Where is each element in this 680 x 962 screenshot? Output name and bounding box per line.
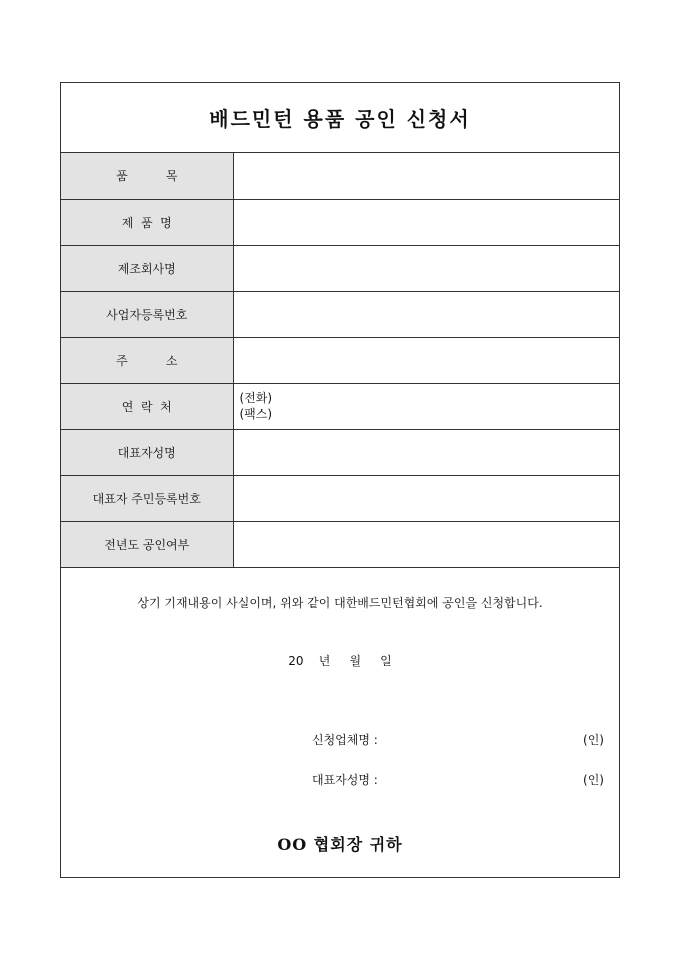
field-row-previous-approval bbox=[61, 521, 619, 567]
field-row-business-number bbox=[61, 291, 619, 337]
field-row-representative-id bbox=[61, 475, 619, 521]
field-value-address[interactable] bbox=[233, 337, 619, 383]
form-title-row bbox=[61, 83, 619, 153]
addressee-line: OO 협회장 귀하 bbox=[277, 835, 403, 854]
contact-phone-label: (전화) bbox=[239, 391, 273, 405]
field-label-contact: 연 락 처 bbox=[61, 383, 233, 429]
field-label-product-name: 제 품 명 bbox=[61, 199, 233, 245]
field-value-representative-name[interactable] bbox=[233, 429, 619, 475]
field-value-contact[interactable] bbox=[233, 383, 619, 429]
field-label-representative-name: 대표자성명 bbox=[61, 429, 233, 475]
seal-mark-representative: (인) bbox=[583, 773, 604, 787]
field-row-representative-name bbox=[61, 429, 619, 475]
field-value-item[interactable] bbox=[233, 153, 619, 199]
date-line: 20 년 월 일 bbox=[288, 654, 392, 668]
field-value-business-number[interactable] bbox=[233, 291, 619, 337]
field-label-manufacturer: 제조회사명 bbox=[61, 245, 233, 291]
field-value-product-name[interactable] bbox=[233, 199, 619, 245]
application-form bbox=[60, 82, 620, 878]
field-label-item: 품 목 bbox=[61, 153, 233, 199]
contact-fax-label: (팩스) bbox=[239, 407, 273, 421]
field-value-representative-id[interactable] bbox=[233, 475, 619, 521]
field-row-product-name bbox=[61, 199, 619, 245]
form-fields-table bbox=[61, 153, 619, 568]
field-value-previous-approval[interactable] bbox=[233, 521, 619, 567]
field-label-business-number: 사업자등록번호 bbox=[61, 291, 233, 337]
form-title: 배드민턴 용품 공인 신청서 bbox=[209, 107, 471, 131]
field-value-manufacturer[interactable] bbox=[233, 245, 619, 291]
seal-mark-company: (인) bbox=[583, 733, 604, 747]
signature-row-representative bbox=[312, 771, 604, 788]
signature-label-company: 신청업체명 : bbox=[312, 733, 378, 747]
signature-label-representative: 대표자성명 : bbox=[312, 773, 378, 787]
declaration-text: 상기 기재내용이 사실이며, 위와 같이 대한배드민턴협회에 공인을 신청합니다. bbox=[137, 596, 543, 610]
field-row-contact bbox=[61, 383, 619, 429]
field-row-manufacturer bbox=[61, 245, 619, 291]
field-label-representative-id: 대표자 주민등록번호 bbox=[61, 475, 233, 521]
field-row-address bbox=[61, 337, 619, 383]
field-label-address: 주 소 bbox=[61, 337, 233, 383]
field-label-previous-approval: 전년도 공인여부 bbox=[61, 521, 233, 567]
field-row-item bbox=[61, 153, 619, 199]
signature-row-company bbox=[312, 731, 604, 748]
